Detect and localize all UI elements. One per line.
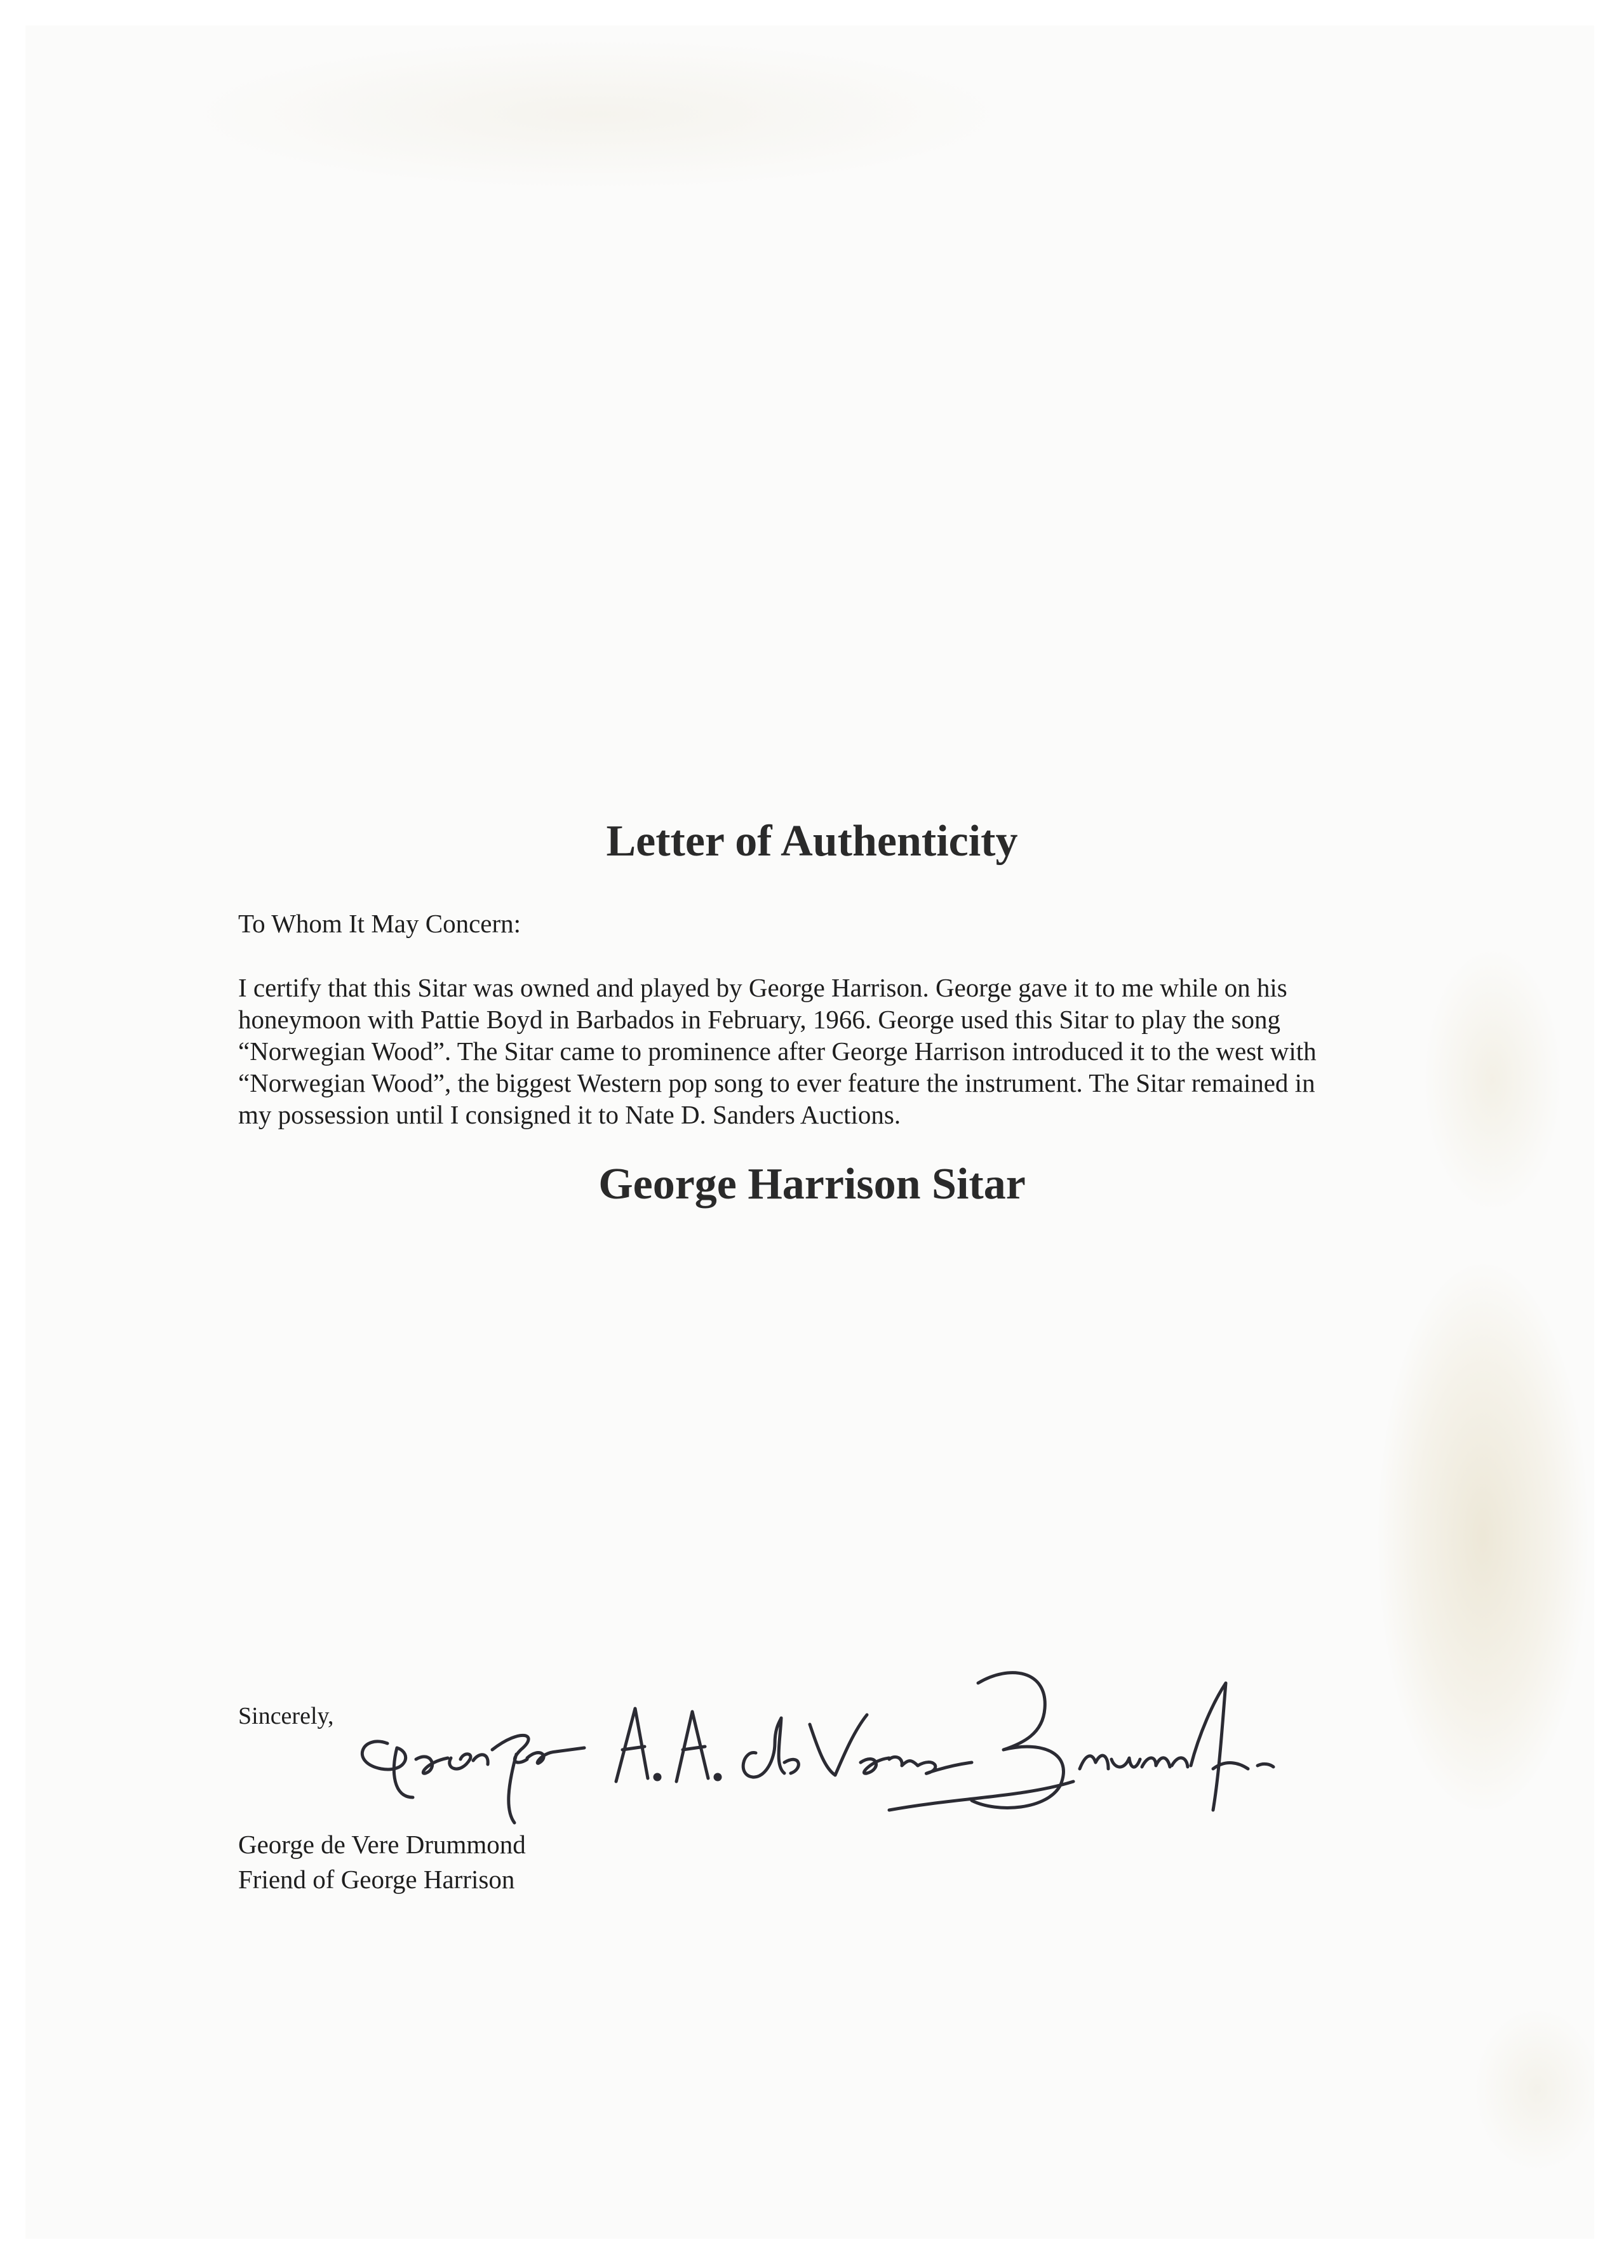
letter-subject: George Harrison Sitar [598, 1160, 1026, 1209]
letter-body [238, 972, 1419, 1131]
signer-name: George de Vere Drummond [238, 1830, 526, 1859]
letter-title: Letter of Authenticity [606, 817, 1018, 866]
body-line: “Norwegian Wood”, the biggest Western pop song to ever feature the instrument. The Sitar remained in [238, 1068, 1315, 1097]
body-line: honeymoon with Pattie Boyd in Barbados in February, 1966. George used this Sitar to play the song [238, 1005, 1280, 1034]
paper-stain-right [1378, 1264, 1588, 1810]
handwritten-signature [337, 1607, 1327, 1835]
closing: Sincerely, [238, 1703, 334, 1729]
salutation: To Whom It May Concern: [238, 909, 521, 938]
letter-page [25, 25, 1594, 2239]
body-line: “Norwegian Wood”. The Sitar came to prominence after George Harrison introduced it to the west with [238, 1037, 1317, 1066]
paper-stain-top [184, 38, 1010, 191]
body-line: I certify that this Sitar was owned and played by George Harrison. George gave it to me while on his [238, 973, 1287, 1002]
signer-role: Friend of George Harrison [238, 1865, 515, 1894]
body-line: my possession until I consigned it to Nate D. Sanders Auctions. [238, 1100, 901, 1129]
paper-stain-bottom [1473, 2007, 1594, 2172]
